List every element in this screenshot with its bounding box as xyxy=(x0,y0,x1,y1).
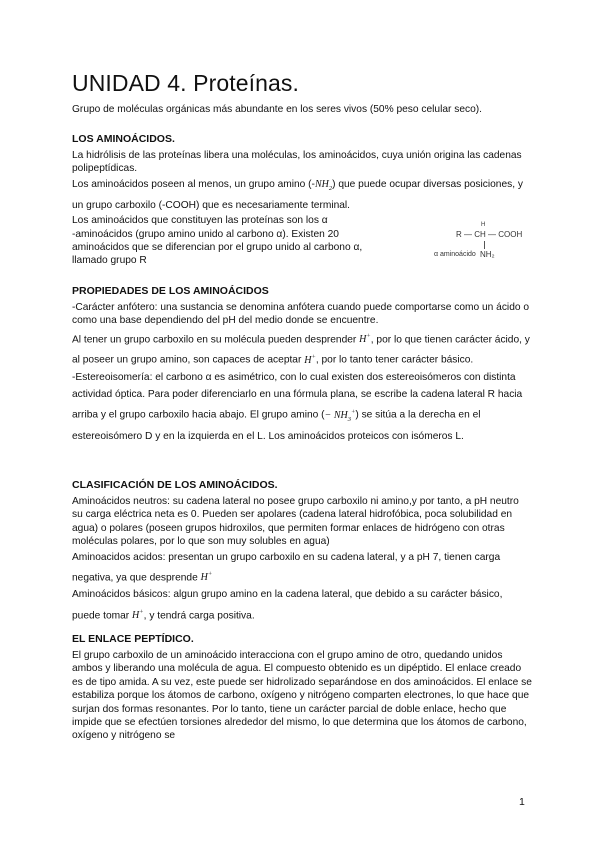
paragraph-acid-base: Al tener un grupo carboxilo en su molécula pueden desprender H+, por lo que tienen carácter ácido, y al poseer un grupo amino, son capaces de aceptar H+, por lo tanto tener carácter básico. xyxy=(72,332,530,366)
section-heading: EL ENLACE PEPTÍDICO. xyxy=(72,633,194,645)
page-title: UNIDAD 4. Proteínas. xyxy=(72,70,299,96)
formula-nh3-plus: − $NH_3^+$ xyxy=(324,408,356,423)
paragraph: -Carácter anfótero: una sustancia se denomina anfótera cuando puede comportarse como un ácido o como una base dependiendo del pH del medio donde se encuentre. xyxy=(72,302,530,327)
paragraph: La hidrólisis de las proteínas libera una moléculas, los aminoácidos, cuya unión origina las cadenas polipeptídicas. xyxy=(72,150,522,175)
alpha-aminoacid-diagram xyxy=(434,222,534,266)
formula-h-plus: H+ xyxy=(132,608,144,621)
amino-group-label: NH₂ xyxy=(480,250,495,259)
hydrogen-label: H xyxy=(481,222,486,228)
section-heading: LOS AMINOÁCIDOS. xyxy=(72,133,175,145)
formula-h-plus: H+ xyxy=(359,332,371,346)
page-subtitle: Grupo de moléculas orgánicas más abundante en los seres vivos (50% peso celular seco). xyxy=(72,104,482,115)
r-group-label: R xyxy=(456,230,462,239)
paragraph-acidos: Aminoacidos acidos: presentan un grupo carboxilo en su cadena lateral, y a pH 7, tienen carga negativa, ya que desprende H+ xyxy=(72,551,501,584)
section-enlace-peptidico xyxy=(72,633,532,743)
paragraph: El grupo carboxilo de un aminoácido interacciona con el grupo amino de otro, quedando unidos ambos y liberando una molécula de agua. El compuesto obtenido es un dipéptido. El enlace creado es de tipo amida. A su vez, este puede ser hidrolizado separándose en dos aminoácidos. El enlace se estabiliza porque los átomos de carbono, oxígeno y nitrógeno comparten electrones, lo que hace que surjan dos formas resonantes. Por lo tanto, tiene un carácter parcial de doble enlace, hecho que impide que se efectúen torsiones alrededor del mismo, lo que determina que los átomos de carbono, oxígeno y nitrógeno se xyxy=(72,650,532,742)
formula-nh2: $NH_2$ xyxy=(314,178,333,192)
paragraph-neutros: Aminoácidos neutros: su cadena lateral no posee grupo carboxilo ni amino,y por tanto, a pH neutro su carga eléctrica neta es 0. Pueden ser apolares (cadena lateral hidrofóbica, poca solubilidad en agua) o polares (poseen grupos hidroxilos, que permiten formar enlaces de hidrógeno con otras moléculas polares, por lo que son muy solubles en agua) xyxy=(72,496,519,548)
page-number: 1 xyxy=(519,796,525,808)
carbon-chain-label: — CH — COOH xyxy=(464,230,523,239)
paragraph-amino: Los aminoácidos poseen al menos, un grupo amino $(-NH_2)$ que puede ocupar diversas posiciones, y un grupo carboxilo (-COOH) que es necesariamente terminal. xyxy=(72,178,523,212)
section-heading: PROPIEDADES DE LOS AMINOÁCIDOS xyxy=(72,285,269,297)
section-propiedades xyxy=(72,285,532,445)
formula-h-plus: H+ xyxy=(200,570,213,584)
bond-line xyxy=(484,241,485,249)
diagram-caption: α aminoácido xyxy=(434,251,476,258)
paragraph-alpha: Los aminoácidos que constituyen las proteínas son los α -aminoácidos (grupo amino unido al carbono α). Existen 20 aminoácidos que se diferencian por el grupo unido al carbono α, llamado grupo R xyxy=(72,215,363,267)
section-heading: CLASIFICACIÓN DE LOS AMINOÁCIDOS. xyxy=(72,479,278,491)
paragraph-stereo: -Estereoisomería: el carbono α es asimétrico, con lo cual existen dos estereoisómeros con distinta actividad óptica. Para poder diferenciarlo en una fórmula plana, se escribe la cadena lateral R hacia arriba y el grupo carboxilo hacia abajo. El grupo amino (− $NH_3^+$) se sitúa a la derecha en el estereoisómero D y en la izquierda en el L. Los aminoácidos proteicos con isómeros L. xyxy=(72,371,523,442)
section-clasificacion xyxy=(72,479,532,624)
formula-h-plus: H+ xyxy=(304,353,316,366)
paragraph-basicos: Aminoácidos básicos: algun grupo amino en la cadena lateral, que debido a su carácter básico, puede tomar H+, y tendrá carga positiva. xyxy=(72,589,503,621)
